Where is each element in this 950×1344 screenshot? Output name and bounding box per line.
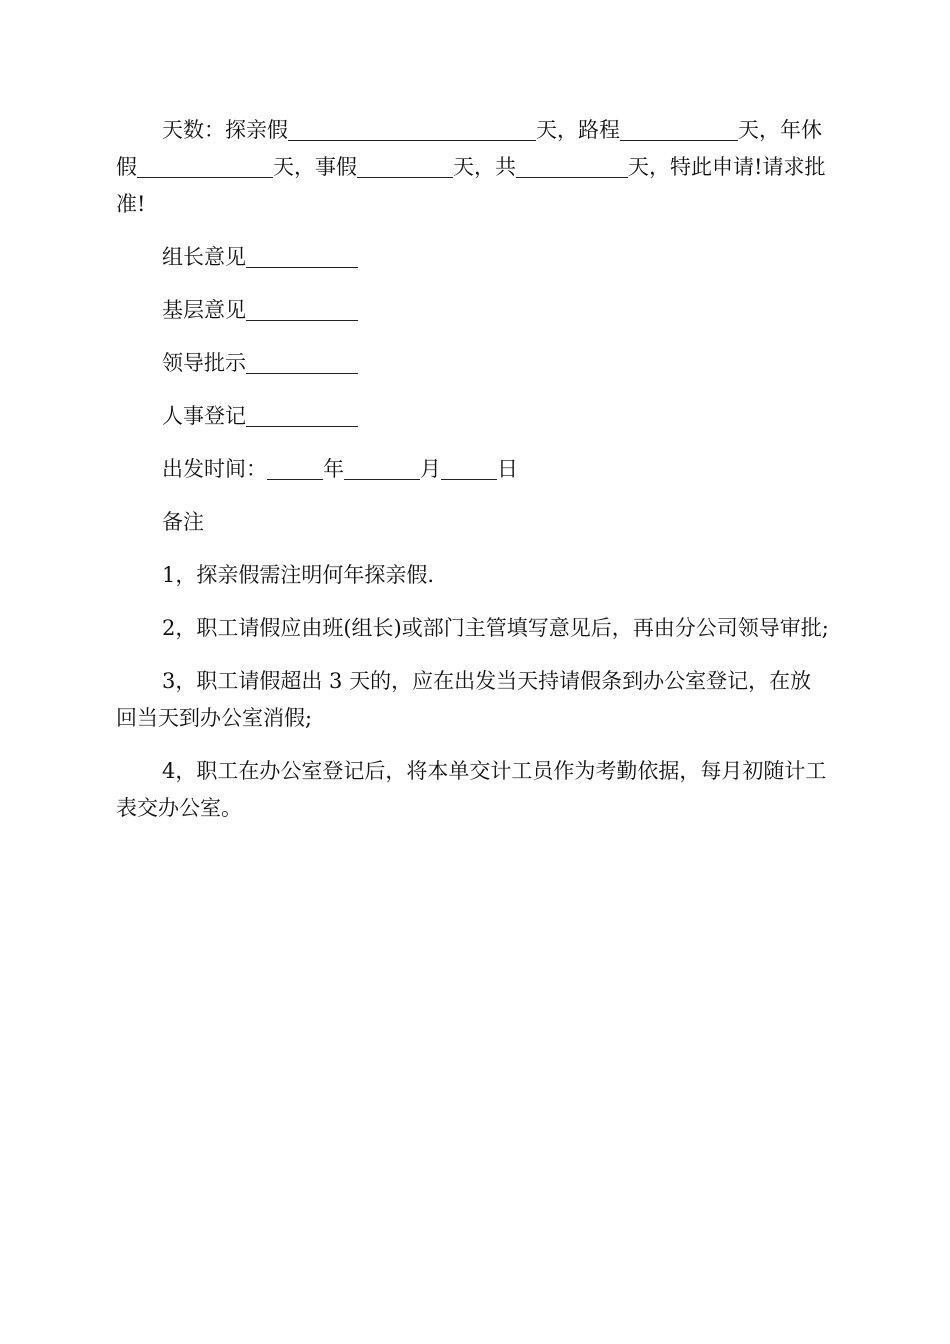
leave-form-content xyxy=(116,112,832,827)
day-unit: 天 xyxy=(628,155,649,179)
travel-label: 路程 xyxy=(578,118,620,142)
hr-registration-line xyxy=(116,398,832,435)
month-unit: 月 xyxy=(420,457,441,481)
annual-leave-days-blank[interactable] xyxy=(137,155,273,178)
leave-days-paragraph xyxy=(116,112,832,223)
travel-days-blank[interactable] xyxy=(620,118,738,141)
grassroots-opinion-blank[interactable] xyxy=(246,298,358,321)
day-unit: 日 xyxy=(497,457,518,481)
hr-registration-blank[interactable] xyxy=(246,404,358,427)
team-leader-opinion-line xyxy=(116,239,832,276)
leader-instruction-line xyxy=(116,345,832,382)
comma: ， xyxy=(759,118,780,142)
team-leader-opinion-label: 组长意见 xyxy=(162,245,246,269)
annual-leave-label: 年休假 xyxy=(116,118,822,179)
comma: ， xyxy=(649,155,670,179)
hr-registration-label: 人事登记 xyxy=(162,404,246,428)
leader-instruction-blank[interactable] xyxy=(246,351,358,374)
day-unit: 天 xyxy=(536,118,557,142)
day-unit: 天 xyxy=(453,155,474,179)
home-leave-label: 探亲假 xyxy=(225,118,288,142)
note-item-4: 4，职工在办公室登记后，将本单交计工员作为考勤依据，每月初随计工表交办公室。 xyxy=(116,759,827,820)
departure-time-label: 出发时间： xyxy=(162,457,267,481)
personal-leave-days-blank[interactable] xyxy=(357,155,453,178)
day-unit: 天 xyxy=(273,155,294,179)
departure-month-blank[interactable] xyxy=(344,457,420,480)
note-item-3: 3，职工请假超出 3 天的，应在出发当天持请假条到办公室登记，在放回当天到办公室消假; xyxy=(116,669,812,730)
closing-request-text: 特此申请!请求批准! xyxy=(116,155,826,216)
home-leave-days-blank[interactable] xyxy=(288,118,536,141)
comma: ， xyxy=(557,118,578,142)
note-item-2: 2，职工请假应由班(组长)或部门主管填写意见后，再由分公司领导审批; xyxy=(162,616,829,640)
total-label: 共 xyxy=(495,155,516,179)
departure-day-blank[interactable] xyxy=(441,457,497,480)
team-leader-opinion-blank[interactable] xyxy=(246,245,358,268)
grassroots-opinion-line xyxy=(116,292,832,329)
note-item-1: 1，探亲假需注明何年探亲假. xyxy=(162,563,435,587)
departure-year-blank[interactable] xyxy=(267,457,323,480)
total-days-blank[interactable] xyxy=(516,155,628,178)
personal-leave-label: 事假 xyxy=(315,155,357,179)
comma: ， xyxy=(294,155,315,179)
year-unit: 年 xyxy=(323,457,344,481)
days-label: 天数： xyxy=(162,118,225,142)
departure-time-line xyxy=(116,451,832,488)
notes-heading: 备注 xyxy=(162,510,204,534)
leader-instruction-label: 领导批示 xyxy=(162,351,246,375)
day-unit: 天 xyxy=(738,118,759,142)
comma: ， xyxy=(474,155,495,179)
grassroots-opinion-label: 基层意见 xyxy=(162,298,246,322)
